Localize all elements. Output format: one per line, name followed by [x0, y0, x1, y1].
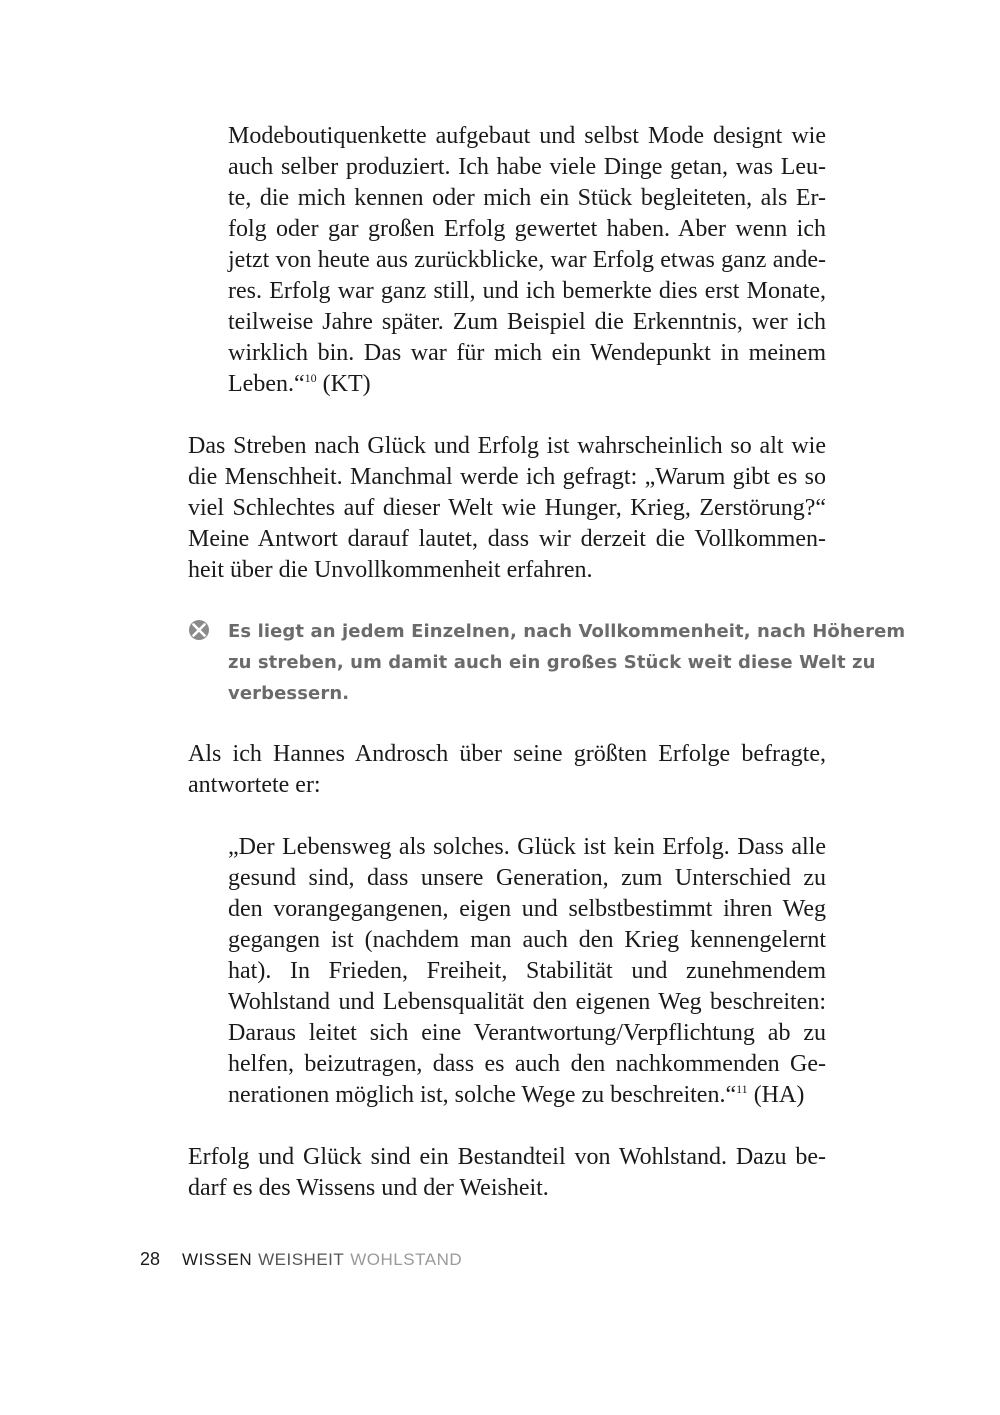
quote-line: te, die mich kennen oder mich ein Stück begleiteten, als Er- [228, 185, 826, 211]
quote-line: Wohlstand und Lebensqualität den eigenen Weg beschreiten: [228, 989, 826, 1015]
quote-line: gesund sind, dass unsere Generation, zum Unterschied zu [228, 865, 826, 891]
quote-line: Daraus leitet sich eine Verantwortung/Verpflichtung ab zu [228, 1020, 826, 1046]
paragraph-line: Als ich Hannes Androsch über seine größten Erfolge befragte, [188, 741, 826, 767]
page-number: 28 [140, 1249, 161, 1269]
paragraph-line: Meine Antwort darauf lautet, dass wir derzeit die Vollkommen- [188, 526, 826, 552]
highlight-line: Es liegt an jedem Einzelnen, nach Vollkommenheit, nach Höherem [228, 621, 906, 642]
quote-text: nerationen möglich ist, solche Wege zu beschreiten.“ [228, 1082, 737, 1108]
quote-line: gegangen ist (nachdem man auch den Krieg kennengelernt [228, 927, 826, 953]
quote-line: folg oder gar großen Erfolg gewertet haben. Aber wenn ich [228, 216, 826, 242]
quote-last-line [228, 369, 371, 400]
running-title-word: WOHLSTAND [350, 1250, 463, 1269]
highlight-line: zu streben, um damit auch ein großes Stück weit diese Welt zu [228, 652, 876, 673]
quote-last-line [228, 1080, 804, 1111]
paragraph-line: viel Schlechtes auf dieser Welt wie Hunger, Krieg, Zerstörung?“ [188, 495, 826, 521]
paragraph-line: darf es des Wissens und der Weisheit. [188, 1175, 549, 1201]
paragraph-line: die Menschheit. Manchmal werde ich gefragt: „Warum gibt es so [188, 464, 826, 490]
quote-line: wirklich bin. Das war für mich ein Wendepunkt in meinem [228, 340, 826, 366]
paragraph-line: heit über die Unvollkommenheit erfahren. [188, 557, 593, 583]
quote-line: den vorangegangenen, eigen und selbstbestimmt ihren Weg [228, 896, 826, 922]
footnote-marker[interactable]: 10 [304, 371, 317, 385]
paragraph-line: Erfolg und Glück sind ein Bestandteil von Wohlstand. Dazu be- [188, 1144, 826, 1170]
x-circle-icon [188, 619, 210, 641]
running-title-word: WISSEN [182, 1250, 253, 1269]
running-title-word: WEISHEIT [258, 1250, 345, 1269]
quote-line: teilweise Jahre später. Zum Beispiel die Erkenntnis, wer ich [228, 309, 826, 335]
quote-text: Leben.“ [228, 371, 305, 397]
highlight-line: verbessern. [228, 683, 350, 704]
quote-line: „Der Lebensweg als solches. Glück ist kein Erfolg. Dass alle [228, 834, 826, 860]
attribution: (HA) [747, 1082, 805, 1108]
paragraph-line: Das Streben nach Glück und Erfolg ist wahrscheinlich so alt wie [188, 433, 826, 459]
page-footer [140, 1248, 462, 1271]
attribution: (KT) [316, 371, 371, 397]
quote-line: res. Erfolg war ganz still, und ich bemerkte dies erst Monate, [228, 278, 826, 304]
quote-line: auch selber produziert. Ich habe viele Dinge getan, was Leu- [228, 154, 826, 180]
paragraph-line: antwortete er: [188, 772, 321, 798]
quote-line: Modeboutiquenkette aufgebaut und selbst Mode designt wie [228, 123, 826, 149]
quote-line: hat). In Frieden, Freiheit, Stabilität und zunehmendem [228, 958, 826, 984]
quote-line: helfen, beizutragen, dass es auch den nachkommenden Ge- [228, 1051, 826, 1077]
footnote-marker[interactable]: 11 [736, 1082, 748, 1096]
quote-line: jetzt von heute aus zurückblicke, war Erfolg etwas ganz ande- [228, 247, 826, 273]
